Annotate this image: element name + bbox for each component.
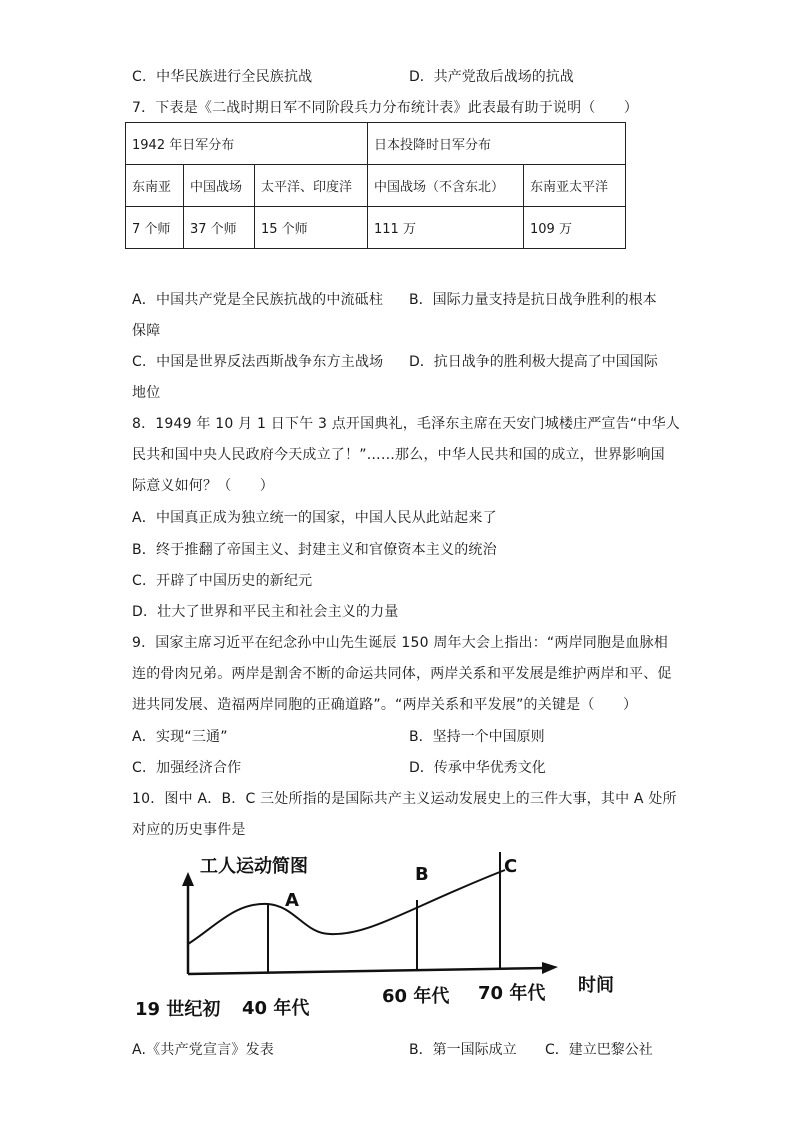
- q7-option-b-cont: 保障: [132, 323, 161, 339]
- q7-table: [125, 122, 626, 249]
- q8-stem-1: 8．1949 年 10 月 1 日下午 3 点开国典礼，毛泽东主席在天安门城楼庄严宣告“中华人: [132, 416, 680, 432]
- label-b: B: [415, 864, 429, 885]
- q9-stem-2: 连的骨肉兄弟。两岸是割舍不断的命运共同体，两岸关系和平发展是维护两岸和平、促: [132, 666, 672, 682]
- q7-stem: 7．下表是《二战时期日军不同阶段兵力分布统计表》此表最有助于说明（ ）: [132, 100, 639, 116]
- q7-val-0: 7 个师: [126, 207, 184, 249]
- q7-val-3: 111 万: [368, 207, 524, 249]
- q8-option-d: D．壮大了世界和平民主和社会主义的力量: [132, 604, 399, 620]
- x-label-19th-century: 19 世纪初: [135, 999, 221, 1020]
- q9-stem-1: 9．国家主席习近平在纪念孙中山先生诞辰 150 周年大会上指出：“两岸同胞是血脉相: [132, 635, 668, 651]
- q7-header-1942: 1942 年日军分布: [126, 123, 368, 165]
- x-axis-arrow: [542, 962, 558, 974]
- q8-option-a: A．中国真正成为独立统一的国家，中国人民从此站起来了: [132, 510, 497, 526]
- worker-movement-diagram: [130, 842, 650, 1027]
- q8-option-b: B．终于推翻了帝国主义、封建主义和官僚资本主义的统治: [132, 542, 497, 558]
- q7-sub-2: 太平洋、印度洋: [255, 165, 368, 207]
- q7-option-b: B．国际力量支持是抗日战争胜利的根本: [409, 292, 657, 308]
- q7-val-4: 109 万: [524, 207, 626, 249]
- q9-option-a: A．实现“三通”: [132, 729, 228, 745]
- q10-stem-2: 对应的历史事件是: [132, 822, 246, 838]
- q10-stem-1: 10．图中 A．B．C 三处所指的是国际共产主义运动发展史上的三件大事，其中 A 处所: [132, 791, 677, 807]
- q10-option-c: C．建立巴黎公社: [545, 1042, 653, 1058]
- q9-option-b: B．坚持一个中国原则: [409, 729, 545, 745]
- q7-sub-0: 东南亚: [126, 165, 184, 207]
- q7-option-d-cont: 地位: [132, 385, 161, 401]
- q7-option-d: D．抗日战争的胜利极大提高了中国国际: [409, 354, 658, 370]
- q7-sub-3: 中国战场（不含东北）: [368, 165, 524, 207]
- q9-option-d: D．传承中华优秀文化: [409, 760, 546, 776]
- q8-stem-3: 际意义如何？（ ）: [132, 478, 274, 494]
- q10-option-b: B．第一国际成立: [409, 1042, 517, 1058]
- label-c: C: [504, 856, 518, 877]
- q7-val-1: 37 个师: [184, 207, 255, 249]
- q7-option-a: A．中国共产党是全民族抗战的中流砥柱: [132, 292, 384, 308]
- label-a: A: [285, 890, 299, 911]
- x-label-40s: 40 年代: [242, 998, 310, 1019]
- q10-option-a: A.《共产党宣言》发表: [132, 1042, 274, 1058]
- x-axis-title: 时间: [578, 975, 614, 996]
- q9-stem-3: 进共同发展、造福两岸同胞的正确道路”。“两岸关系和平发展”的关键是（ ）: [132, 697, 638, 713]
- x-label-60s: 60 年代: [382, 986, 450, 1007]
- x-label-70s: 70 年代: [478, 983, 546, 1004]
- q7-header-surrender: 日本投降时日军分布: [368, 123, 626, 165]
- q6-option-d: D．共产党敌后战场的抗战: [409, 69, 574, 85]
- q7-sub-4: 东南亚太平洋: [524, 165, 626, 207]
- y-axis-arrow: [182, 872, 194, 886]
- diagram-title: 工人运动简图: [200, 856, 308, 877]
- movement-curve: [188, 870, 505, 944]
- q7-val-2: 15 个师: [255, 207, 368, 249]
- q9-option-c: C．加强经济合作: [132, 760, 242, 776]
- q8-option-c: C．开辟了中国历史的新纪元: [132, 573, 313, 589]
- x-axis: [188, 968, 548, 974]
- q6-option-c: C．中华民族进行全民族抗战: [132, 69, 313, 85]
- q8-stem-2: 民共和国中央人民政府今天成立了！”……那么，中华人民共和国的成立，世界影响国: [132, 447, 665, 463]
- q7-option-c: C．中国是世界反法西斯战争东方主战场: [132, 354, 384, 370]
- q7-sub-1: 中国战场: [184, 165, 255, 207]
